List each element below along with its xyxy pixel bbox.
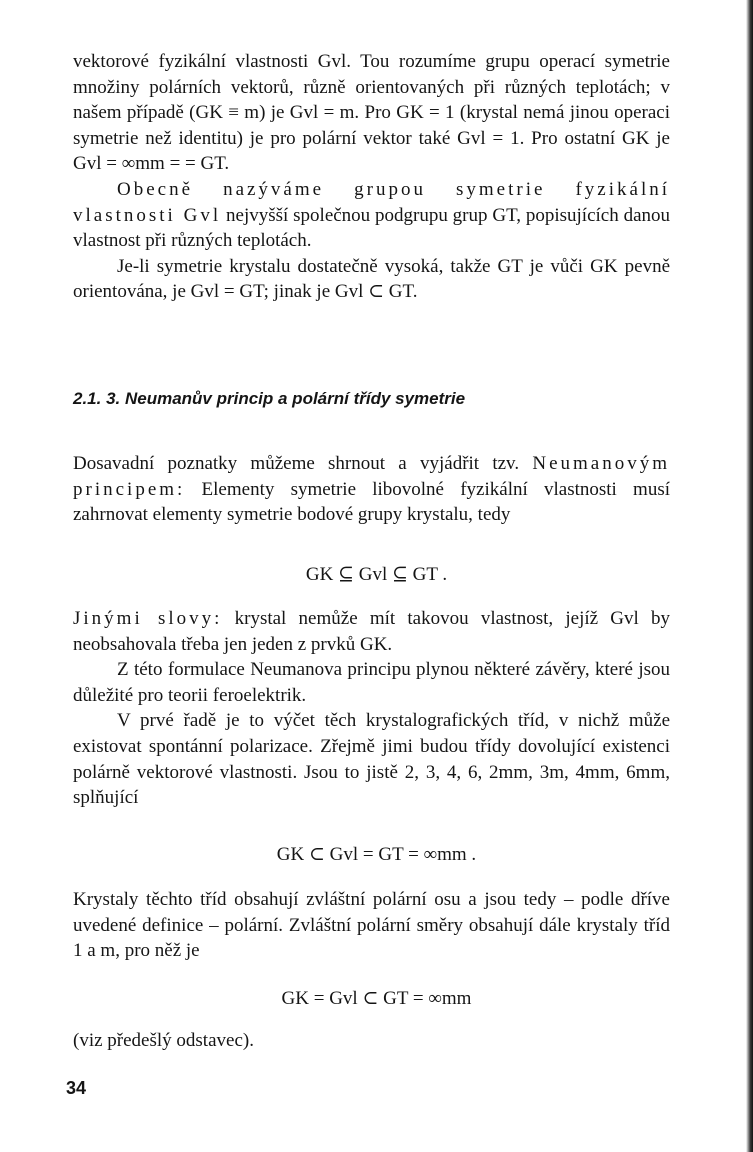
paragraph-4 — [73, 451, 670, 528]
text-block-middle — [73, 606, 670, 811]
paragraph-5-a: Jinými slovy: — [73, 608, 223, 629]
paragraph-2-rest: nejvyšší společnou podgrupu grup GT, popisujících danou vlastnost při různých teplotách. — [73, 204, 671, 252]
text-block-principle — [73, 451, 670, 528]
paragraph-4-term: Neumanovým principem: — [73, 453, 670, 500]
paragraph-3: Je-li symetrie krystalu dostatečně vysoká, takže GT je vůči GK pevně orientována, je Gvl = GT; jinak je Gvl ⊂ GT. — [73, 255, 670, 303]
paragraph-2-lead: Obecně nazýváme grupou symetrie fyzikální vlastnosti Gvl — [73, 178, 670, 226]
equation-1: GK ⊆ Gvl ⊆ GT . — [305, 564, 448, 585]
paragraph-5 — [73, 606, 670, 657]
section-heading: 2.1. 3. Neumanův princip a polární třídy symetrie — [73, 389, 466, 408]
paragraph-1: vektorové fyzikální vlastnosti Gvl. Tou rozumíme grupu operací symetrie množiny polárních vektorů, různě orientovaných při různých teplotách; v našem případě (GK ≡ m) je Gvl = m. Pro GK = 1 (krystal nemá jinou operaci symetrie než identitu) je pro polární vektor také Gvl = 1. Pro ostatní GK je Gvl = ∞mm = = GT. — [73, 51, 670, 175]
paragraph-2 — [73, 177, 670, 254]
paragraph-8: Krystaly těchto tříd obsahují zvláštní polární osu a jsou tedy – podle dříve uvedené definice – polární. Zvláštní polární směry obsahují dále krystaly tříd 1 a m, pro něž je — [73, 889, 670, 962]
paragraph-9: (viz předešlý odstavec). — [73, 1030, 254, 1051]
paragraph-6: Z této formulace Neumanova principu plynou některé závěry, které jsou důležité pro teorii feroelektrik. — [73, 659, 670, 706]
equation-2: GK ⊂ Gvl = GT = ∞mm . — [276, 844, 477, 865]
paragraph-5-b: krystal nemůže mít takovou vlastnost, jejíž Gvl by neobsahovala třeba jen jeden z prvků GK. — [73, 608, 670, 655]
text-block-top — [73, 49, 670, 305]
equation-3: GK = Gvl ⊂ GT = ∞mm — [281, 988, 472, 1009]
page-number: 34 — [66, 1078, 87, 1098]
paragraph-4-c: Elementy symetrie libovolné fyzikální vlastnosti musí zahrnovat elementy symetrie bodové grupy krystalu, tedy — [73, 478, 670, 526]
paragraph-7: V prvé řadě je to výčet těch krystalografických tříd, v nichž může existovat spontánní polarizace. Zřejmě jimi budou třídy dovolující existenci polárně vektorové vlastnosti. Jsou to jistě 2, 3, 4, 6, 2mm, 3m, 4mm, 6mm, splňující — [73, 710, 670, 809]
paragraph-4-a: Dosavadní poznatky můžeme shrnout a vyjádřit tzv. — [73, 453, 533, 474]
text-block-bottom — [73, 1028, 670, 1054]
text-block-lower — [73, 887, 670, 964]
